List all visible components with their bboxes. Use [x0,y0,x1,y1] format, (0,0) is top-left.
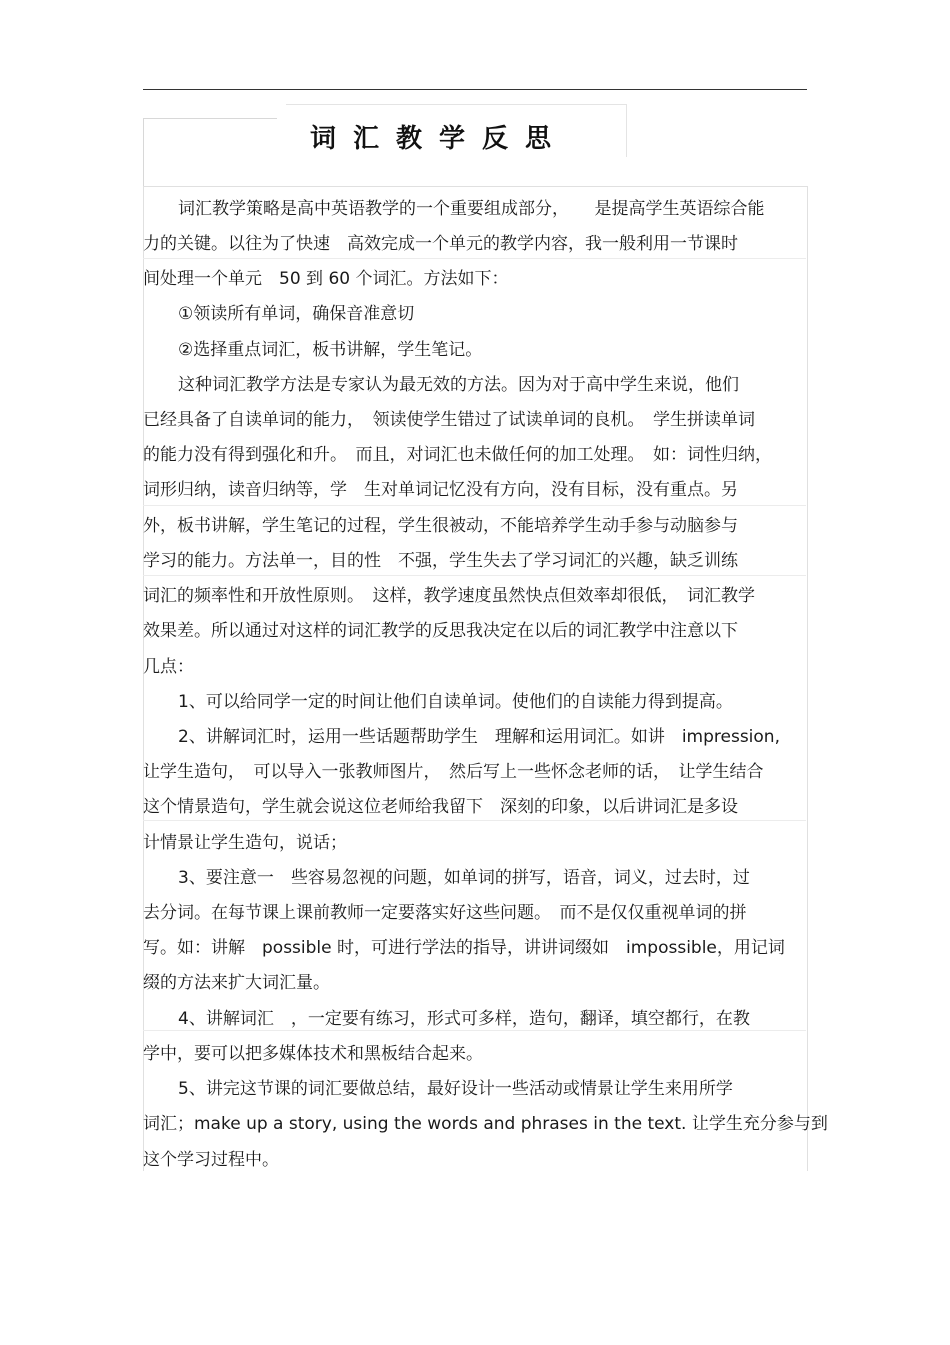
list-item: 5、讲完这节课的词汇要做总结，最好设计一些活动或情景让学生来用所学 [178,1079,733,1099]
body-line: 间处理一个单元 50 到 60 个词汇。方法如下： [143,269,509,289]
list-item: 4、讲解词汇 ，一定要有练习，形式可多样，造句，翻译，填空都行，在教 [178,1009,750,1029]
body-line: 几点： [143,657,194,677]
body-line: 词形归纳，读音归纳等，学 生对单词记忆没有方向，没有目标，没有重点。另 [143,480,738,500]
list-item: ②选择重点词汇，板书讲解，学生笔记。 [178,340,483,360]
table-rule [143,505,806,506]
body-line: 缀的方法来扩大词汇量。 [143,973,330,993]
body-line: 已经具备了自读单词的能力， 领读使学生错过了试读单词的良机。 学生拼读单词 [143,410,755,430]
list-item: 2、讲解词汇时，运用一些话题帮助学生 理解和运用词汇。如讲 impression, [178,727,780,747]
body-line: 写。如：讲解 possible 时，可进行学法的指导，讲讲词缀如 impossible，用记词 [143,938,785,958]
body-line: 这个学习过程中。 [143,1150,279,1170]
table-rule [143,575,806,576]
body-line: 效果差。所以通过对这样的词汇教学的反思我决定在以后的词汇教学中注意以下 [143,621,738,641]
list-item: 1、可以给同学一定的时间让他们自读单词。使他们的自读能力得到提高。 [178,692,733,712]
body-line: 词汇的频率性和开放性原则。 这样，教学速度虽然快点但效率却很低， 词汇教学 [143,586,755,606]
body-line: 去分词。在每节课上课前教师一定要落实好这些问题。 而不是仅仅重视单词的拼 [143,903,747,923]
table-rule [143,820,806,821]
body-line: 词汇；make up a story, using the words and phrases in the text. 让学生充分参与到 [143,1114,828,1134]
body-line: 让学生造句， 可以导入一张教师图片， 然后写上一些怀念老师的话， 让学生结合 [143,762,764,782]
list-item: 3、要注意一 些容易忽视的问题，如单词的拼写，语音，词义，过去时，过 [178,868,750,888]
body-line: 的能力没有得到强化和升。 而且，对词汇也未做任何的加工处理。 如：词性归纳， [143,445,772,465]
list-item: ①领读所有单词，确保音准意切 [178,304,415,324]
body-line: 学中，要可以把多媒体技术和黑板结合起来。 [143,1044,483,1064]
page-title: 词汇教学反思 [310,124,569,154]
body-line: 这种词汇教学方法是专家认为最无效的方法。因为对于高中学生来说，他们 [178,375,739,395]
body-line: 词汇教学策略是高中英语教学的一个重要组成部分， 是提高学生英语综合能 [178,199,765,219]
body-line: 力的关键。以往为了快速 高效完成一个单元的教学内容，我一般利用一节课时 [143,234,738,254]
table-rule [143,258,806,259]
body-line: 这个情景造句，学生就会说这位老师给我留下 深刻的印象，以后讲词汇是多设 [143,797,738,817]
header-rule [143,89,807,90]
body-line: 外，板书讲解，学生笔记的过程，学生很被动，不能培养学生动手参与动脑参与 [143,516,738,536]
frame-border-left [143,118,277,189]
body-line: 计情景让学生造句，说话； [143,833,347,853]
body-line: 学习的能力。方法单一，目的性 不强，学生失去了学习词汇的兴趣，缺乏训练 [143,551,738,571]
